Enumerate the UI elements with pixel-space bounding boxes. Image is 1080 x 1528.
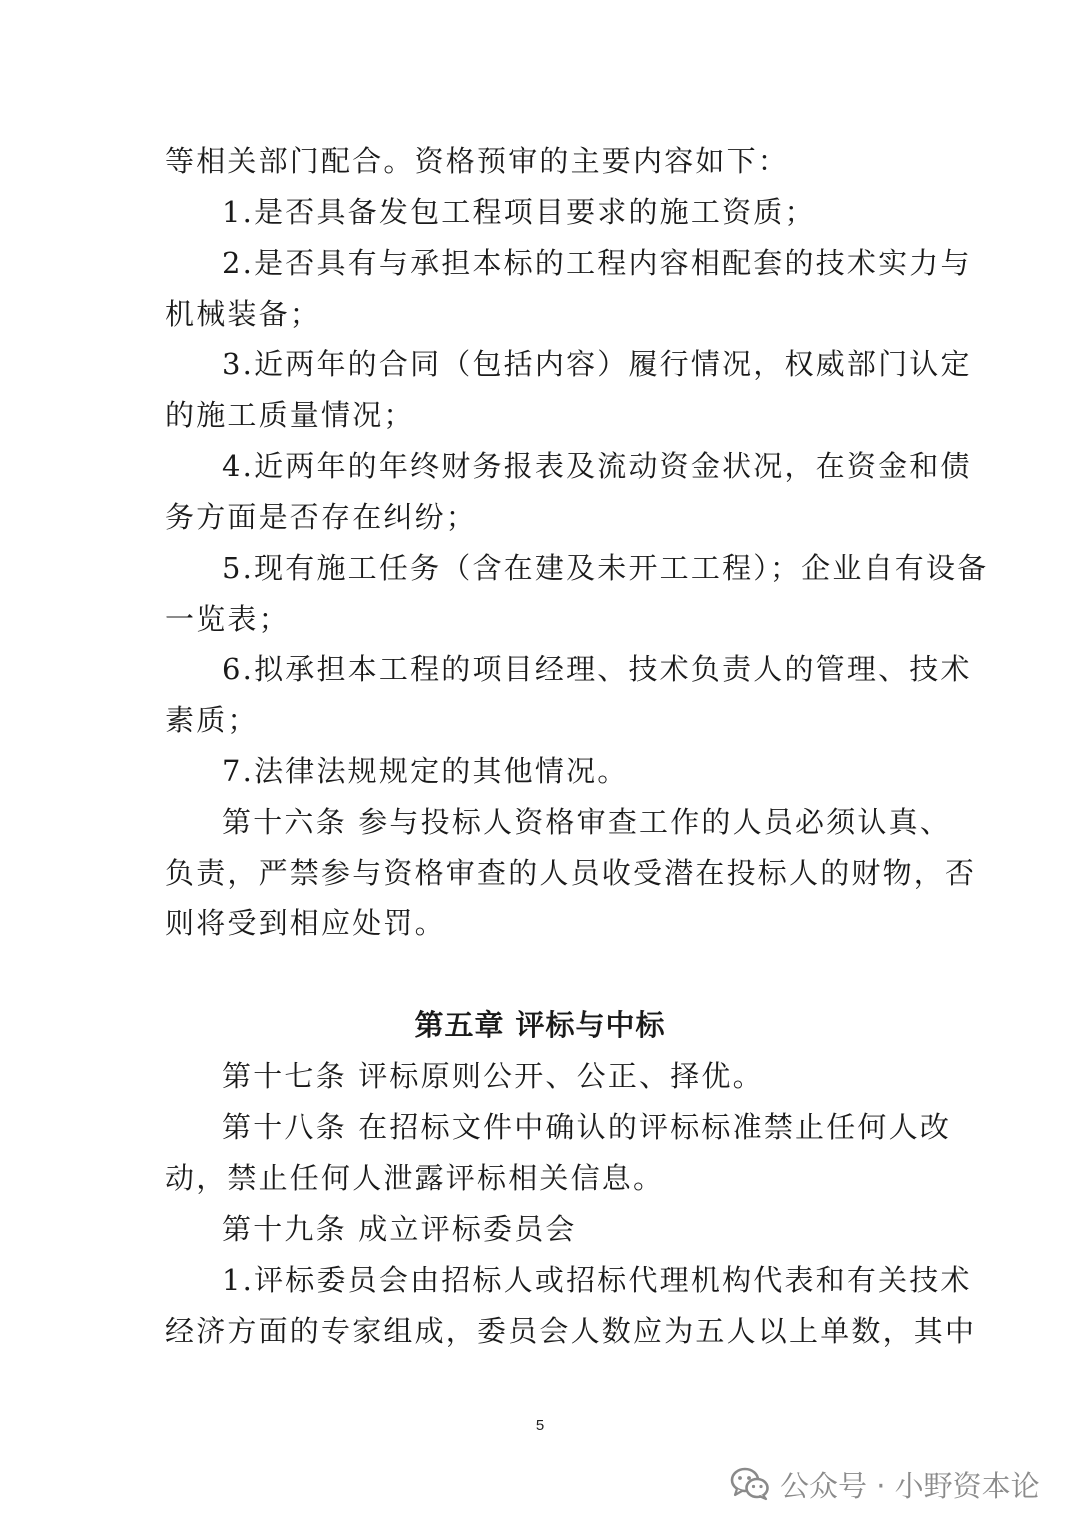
list-item-3: 3.近两年的合同（包括内容）履行情况，权威部门认定 — [222, 347, 972, 381]
wechat-icon — [730, 1467, 770, 1501]
article-19-item-1-cont: 经济方面的专家组成，委员会人数应为五人以上单数，其中 — [165, 1314, 977, 1348]
chapter-title: 第五章 评标与中标 — [414, 1008, 666, 1042]
article-19-item-1: 1.评标委员会由招标人或招标代理机构代表和有关技术 — [222, 1263, 972, 1297]
list-item-6: 6.拟承担本工程的项目经理、技术负责人的管理、技术 — [222, 652, 972, 686]
list-item-4-cont: 务方面是否存在纠纷； — [165, 500, 478, 534]
list-item-6-cont: 素质； — [165, 703, 259, 737]
list-item-7: 7.法律法规规定的其他情况。 — [222, 754, 629, 788]
list-item-5-cont: 一览表； — [165, 602, 290, 636]
article-19: 第十九条 成立评标委员会 — [222, 1212, 577, 1246]
article-16-cont: 则将受到相应处罚。 — [165, 906, 446, 940]
list-item-2: 2.是否具有与承担本标的工程内容相配套的技术实力与 — [222, 246, 972, 280]
article-17: 第十七条 评标原则公开、公正、择优。 — [222, 1059, 764, 1093]
watermark-text: 公众号 · 小野资本论 — [780, 1468, 1040, 1503]
list-item-5: 5.现有施工任务（含在建及未开工工程）；企业自有设备 — [222, 551, 989, 585]
article-18-cont: 动，禁止任何人泄露评标相关信息。 — [165, 1161, 665, 1195]
list-item-2-cont: 机械装备； — [165, 297, 322, 331]
article-18: 第十八条 在招标文件中确认的评标标准禁止任何人改 — [222, 1110, 952, 1144]
article-16: 第十六条 参与投标人资格审查工作的人员必须认真、 — [222, 805, 952, 839]
list-item-4: 4.近两年的年终财务报表及流动资金状况，在资金和债 — [222, 449, 972, 483]
watermark — [730, 1462, 1040, 1506]
list-item-3-cont: 的施工质量情况； — [165, 398, 415, 432]
list-item-1: 1.是否具备发包工程项目要求的施工资质； — [222, 195, 816, 229]
paragraph-line: 等相关部门配合。资格预审的主要内容如下： — [165, 144, 790, 178]
article-16-cont: 负责，严禁参与资格审查的人员收受潜在投标人的财物，否 — [165, 856, 977, 890]
page-number: 5 — [535, 1417, 545, 1434]
